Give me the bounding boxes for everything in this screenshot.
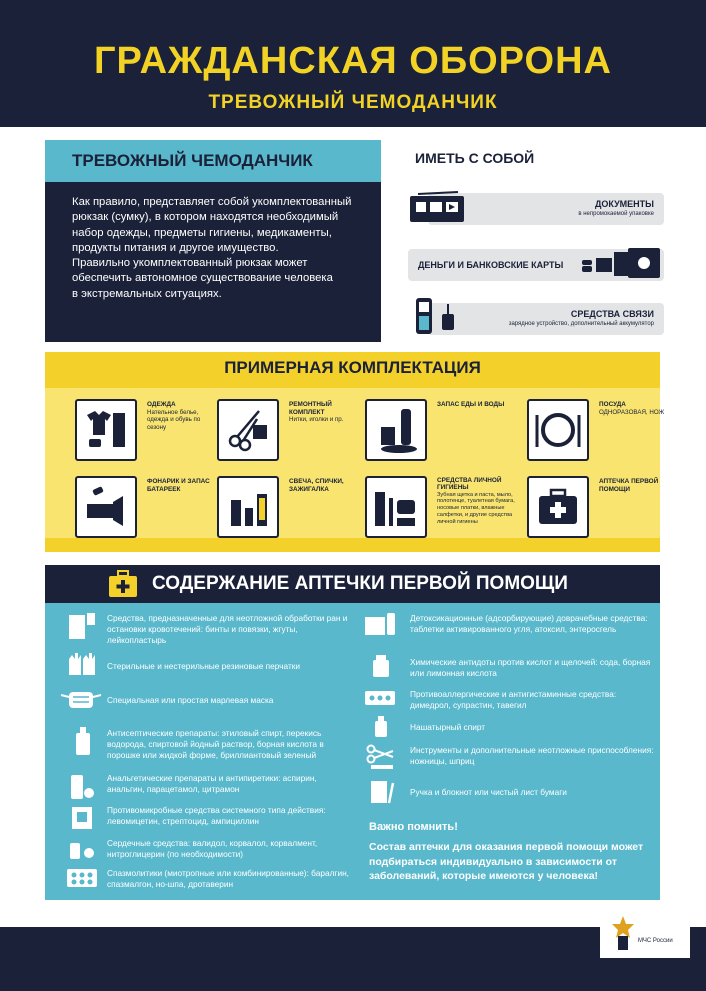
kit-item-text [147, 478, 221, 493]
aid-left-item: Стерильные и нестерильные резиновые перчатки [107, 661, 301, 671]
kit-item-text [289, 478, 363, 493]
kit-item-name: ЗАПАС ЕДЫ И ВОДЫ [437, 401, 505, 408]
mask-icon [59, 689, 103, 711]
carry-label: СРЕДСТВА СВЯЗИ [570, 309, 654, 319]
scissors-syringe-icon [365, 741, 397, 771]
heart-drops-icon [67, 837, 97, 861]
intro-line: Правильно укомплектованный рюкзак может [72, 257, 308, 270]
kit-item-hygiene [365, 476, 515, 546]
kit-item-desc: Нитки, иголки и пр. [289, 416, 344, 424]
kit-item-dishes [527, 399, 672, 469]
aid-right-item: Инструменты и дополнительные неотложные приспособления: ножницы, шприц [410, 745, 654, 766]
carry-note: зарядное устройство, дополнительный аккумулятор [508, 321, 654, 327]
carry-note: в непромокаемой упаковке [578, 211, 654, 217]
medicine-box-icon [69, 805, 95, 831]
aid-right-item: Противоаллергические и антигистаминные средства: димедрол, супрастин, тавегил [410, 689, 617, 710]
hygiene-icon [365, 476, 427, 538]
clothes-icon [75, 399, 137, 461]
intro-heading: ТРЕВОЖНЫЙ ЧЕМОДАНЧИК [72, 151, 313, 170]
aid-left-item: Спазмолитики (миотропные или комбинированные): баралгин, спазмалгон, но-шпа, дротаверин [107, 868, 349, 889]
antiseptic-bottle-icon [73, 725, 93, 757]
notepad-pen-icon [367, 779, 395, 807]
kit-item-name: СВЕЧА, СПИЧКИ, ЗАЖИГАЛКА [289, 478, 344, 493]
aid-left-item: Антисептические препараты: этиловый спирт, перекись водорода, спиртовой йодный раствор, борная кислота в порошке или жидкой форме, бриллиантовый зеленый [107, 728, 324, 760]
aid-left-item: Специальная или простая марлевая маска [107, 695, 274, 705]
carry-item-money [408, 246, 656, 282]
ammonia-bottle-icon [373, 715, 389, 739]
carry-label: ДОКУМЕНТЫ [594, 199, 654, 209]
aid-right-item: Детоксикационные (адсорбирующие) доврачебные средства: таблетки активированного угля, атоксил, энтеросгель [410, 613, 648, 634]
kit-item-sewing [217, 399, 362, 469]
kit-item-text [437, 478, 517, 526]
intro-line: обеспечить автономное существование человека [72, 272, 333, 285]
bandage-icon [67, 611, 97, 641]
header-banner [0, 0, 706, 127]
remember-title: Важно помнить! [369, 821, 458, 833]
aid-left-item: Сердечные средства: валидол, корвалол, корвалмент, нитроглицерин (по необходимости) [107, 838, 318, 859]
intro-text [72, 195, 372, 302]
first-aid-kit-icon [108, 570, 138, 598]
antidote-jar-icon [371, 653, 391, 679]
carry-item-communication [408, 300, 656, 336]
kit-item-text [147, 401, 221, 431]
carry-item-documents [408, 190, 656, 226]
kit-item-candle [217, 476, 362, 546]
pills-icon [69, 773, 95, 801]
aid-left-item: Противомикробные средства системного типа действия: левомицетин, стрептоцид, ампициллин [107, 805, 326, 826]
carry-label: ДЕНЬГИ И БАНКОВСКИЕ КАРТЫ [418, 260, 564, 270]
emblem-box [600, 908, 690, 958]
sewing-kit-icon [217, 399, 279, 461]
phone-charger-icon [414, 296, 468, 338]
remember-text: Состав аптечки для оказания первой помощи может подбираться индивидуально в зависимости от заболеваний, которые имеются у человека! [369, 841, 644, 882]
first-aid-kit-icon [527, 476, 589, 538]
kit-item-name: ПОСУДА [599, 401, 626, 408]
kit-item-text [289, 401, 363, 424]
candle-icon [217, 476, 279, 538]
kit-item-food [365, 399, 510, 469]
kit-item-name: СРЕДСТВА ЛИЧНОЙ ГИГИЕНЫ [437, 477, 502, 491]
kit-item-desc: ОДНОРАЗОВАЯ, НОЖ [599, 408, 665, 416]
kit-item-name: АПТЕЧКА ПЕРВОЙ ПОМОЩИ [599, 478, 659, 493]
intro-line: рюкзак (сумку), в котором находятся необходимый [72, 211, 339, 224]
intro-line: Как правило, представляет собой укомплектованный [72, 196, 352, 208]
kit-item-first-aid [527, 476, 672, 546]
kit-item-desc: Зубная щетка и паста, мыло, полотенце, туалетная бумага, носовые платки, влажные салфетки, и другие средства личной гигиены [437, 491, 515, 525]
intro-line: набор одежды, предметы гигиены, медикаменты, [72, 226, 332, 239]
aid-section [45, 565, 660, 900]
kit-item-name: РЕМОНТНЫЙ КОМПЛЕКТ [289, 401, 332, 416]
kit-item-name: ОДЕЖДА [147, 401, 176, 408]
blister-pack-icon [363, 689, 397, 707]
page-subtitle: ТРЕВОЖНЫЙ ЧЕМОДАНЧИК [208, 92, 498, 113]
food-water-icon [365, 399, 427, 461]
aid-heading-bar [45, 565, 660, 603]
kit-section [45, 352, 665, 552]
carry-title: ИМЕТЬ С СОБОЙ [415, 150, 535, 166]
emchs-emblem-icon [610, 914, 636, 952]
page-title: ГРАЖДАНСКАЯ ОБОРОНА [94, 40, 612, 82]
kit-item-name: ФОНАРИК И ЗАПАС БАТАРЕЕК [147, 478, 210, 493]
aid-left-item: Средства, предназначенные для неотложной обработки ран и остановки кровотечений: бинты и повязки, жгуты, лейкопластырь [107, 613, 348, 645]
dishes-icon [527, 399, 589, 461]
kit-item-clothes [75, 399, 220, 469]
aid-left-item: Анальгетические препараты и антипиретики: аспирин, анальгин, парацетамол, цитрамон [107, 773, 317, 794]
aid-title: СОДЕРЖАНИЕ АПТЕЧКИ ПЕРВОЙ ПОМОЩИ [152, 573, 568, 594]
emblem-text: МЧС России [638, 938, 673, 944]
intro-heading-bar [45, 140, 381, 182]
aid-right-item: Нашатырный спирт [410, 722, 486, 732]
kit-item-flashlight [75, 476, 220, 546]
money-icon [580, 244, 664, 284]
kit-item-text [437, 401, 511, 409]
gloves-icon [67, 651, 97, 677]
documents-icon [408, 190, 468, 226]
flashlight-icon [75, 476, 137, 538]
kit-item-text [599, 401, 673, 416]
intro-line: продукты питания и другое имущество. [72, 241, 279, 254]
kit-item-desc: Нательное белье, одежда и обувь по сезону [147, 408, 201, 431]
blister-pack-icon [65, 867, 99, 889]
kit-title: ПРИМЕРНАЯ КОМПЛЕКТАЦИЯ [224, 358, 481, 377]
aid-right-item: Ручка и блокнот или чистый лист бумаги [410, 787, 567, 797]
aid-right-item: Химические антидоты против кислот и щелочей: сода, борная или лимонная кислота [410, 657, 651, 678]
intro-box [45, 140, 381, 342]
kit-item-text [599, 478, 673, 493]
intro-line: в экстремальных ситуациях. [72, 287, 222, 300]
activated-charcoal-icon [363, 611, 397, 639]
